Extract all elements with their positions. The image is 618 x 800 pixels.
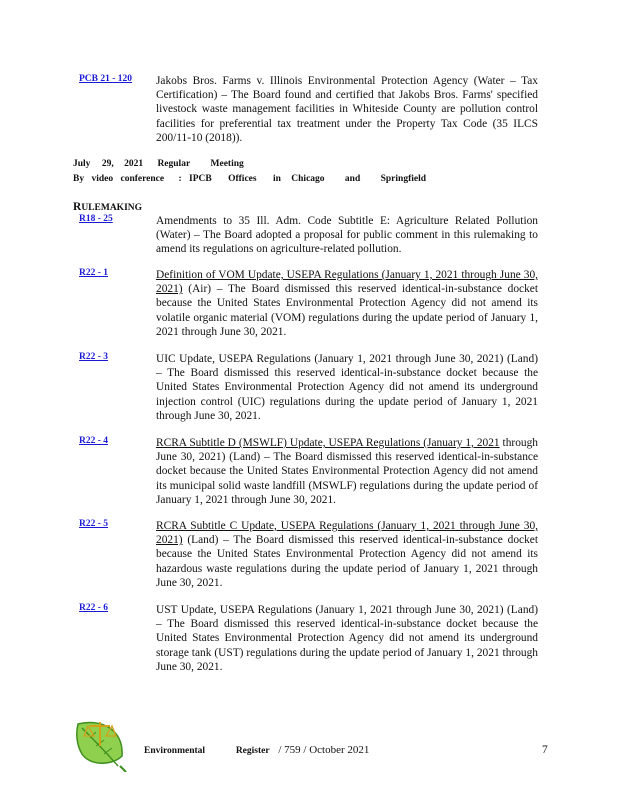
entry-text: UIC Update, USEPA Regulations (January 1, 2021 through June 30, 2021) (Land) – The Board dismissed this reserved identical-in-substance docket because the United States Environmental Protection Agency did not amend its underground injection control (UIC) regulations during the update period of January 1, 2021 through June 30, 2021.: [156, 353, 538, 422]
section-heading-rulemaking: [73, 201, 142, 213]
entry-text: [156, 436, 538, 507]
section-heading-initial: R: [73, 201, 82, 213]
meeting-location-word: Offices: [228, 174, 257, 184]
entry-text: Jakobs Bros. Farms v. Illinois Environmental Protection Agency (Water – Tax Certification) – The Board found and certified that Jakobs Bros. Farms' specified livestock waste management facilities in Whiteside County are pollution control facilities for preferential tax treatment under the Property Tax Code (35 ILCS 200/11-10 (2018)).: [156, 75, 538, 144]
docket-link-r18-25[interactable]: R18 - 25: [79, 214, 113, 224]
meeting-location-word: By: [73, 174, 85, 184]
entry-title: Definition of VOM Update, USEPA Regulations (January 1, 2021 through June 30, 2021): [156, 269, 538, 296]
leaf-scales-logo-icon: [72, 716, 128, 777]
section-heading-rest: ULEMAKING: [81, 203, 143, 213]
page-footer: [144, 744, 369, 756]
meeting-location-word: Chicago: [291, 174, 325, 184]
entry-text: [156, 268, 538, 339]
meeting-date-word: Regular: [157, 159, 191, 169]
docket-link-r22-1[interactable]: R22 - 1: [79, 268, 109, 278]
entry-text: UST Update, USEPA Regulations (January 1, 2021 through June 30, 2021) (Land) – The Board dismissed this reserved identical-in-substance docket because the United States Environmental Protection Agency did not amend its underground storage tank (UST) regulations during the update period of January 1, 2021 through June 30, 2021.: [156, 604, 538, 673]
meeting-location-word: Springfield: [380, 174, 427, 184]
footer-publication-name: Environmental: [144, 746, 206, 756]
meeting-date-word: July: [73, 159, 91, 169]
meeting-date-word: 2021: [124, 159, 144, 169]
meeting-location-word: in: [272, 174, 281, 184]
meeting-date-line: [73, 159, 244, 169]
meeting-date-word: Meeting: [210, 159, 244, 169]
entry-text: Amendments to 35 Ill. Adm. Code Subtitle E: Agriculture Related Pollution (Water) – The Board adopted a proposal for public comment in this rulemaking to amend its regulations on agriculture-related pollution.: [156, 215, 538, 256]
entry-title: RCRA Subtitle C Update, USEPA Regulations (January 1, 2021 through June 30, 2021): [156, 520, 538, 547]
docket-link-r22-4[interactable]: R22 - 4: [79, 436, 109, 446]
entry-title: RCRA Subtitle D (MSWLF) Update, USEPA Regulations (January 1, 2021: [156, 437, 500, 449]
page-number: 7: [542, 744, 548, 756]
meeting-location-word: :: [178, 174, 182, 184]
meeting-location-word: IPCB: [189, 174, 212, 184]
meeting-location-word: conference: [120, 174, 165, 184]
docket-link-r22-5[interactable]: R22 - 5: [79, 519, 109, 529]
meeting-location-word: and: [344, 174, 361, 184]
docket-link-pcb-21-120[interactable]: PCB 21 - 120: [79, 74, 133, 84]
meeting-date-word: 29,: [101, 159, 114, 169]
docket-link-r22-3[interactable]: R22 - 3: [79, 352, 109, 362]
docket-link-r22-6[interactable]: R22 - 6: [79, 603, 109, 613]
entry-description: through June 30, 2021) (Land) – The Board dismissed this reserved identical-in-substance docket because the United States Environmental Protection Agency did not amend its municipal solid waste landfill (MSWLF) regulations during the update period of January 1, 2021 through June 30, 2021.: [156, 437, 538, 506]
entry-description: (Air) – The Board dismissed this reserved identical-in-substance docket because the United States Environmental Protection Agency did not amend its volatile organic material (VOM) regulations during the update period of January 1, 2021 through June 30, 2021.: [156, 283, 538, 338]
meeting-location-line: [73, 174, 426, 184]
meeting-location-word: video: [91, 174, 114, 184]
footer-publication-name-2: Register: [235, 746, 270, 756]
entry-text: [156, 519, 538, 590]
footer-issue: / 759 / October 2021: [278, 744, 370, 756]
entry-description: (Land) – The Board dismissed this reserved identical-in-substance docket because the United States Environmental Protection Agency did not amend its hazardous waste regulations during the update period of January 1, 2021 through June 30, 2021.: [156, 534, 538, 589]
